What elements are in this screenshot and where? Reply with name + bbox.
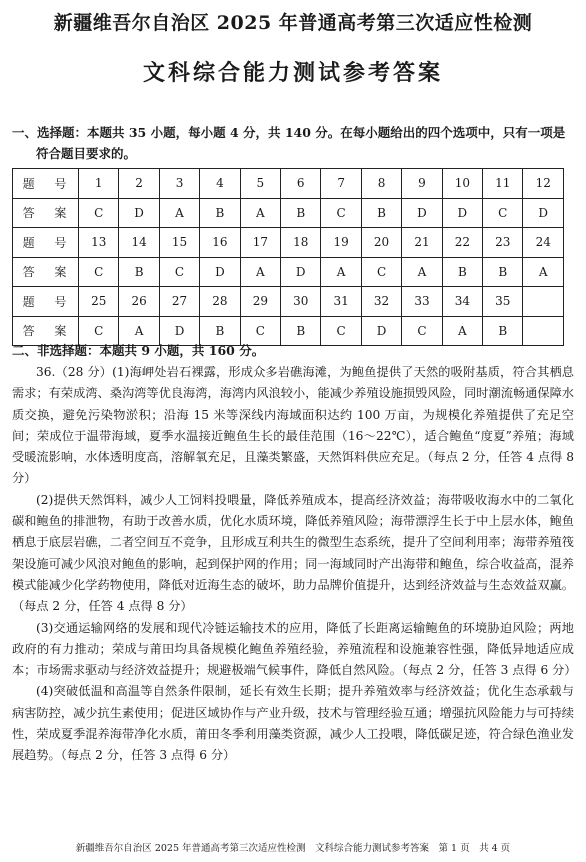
answer-cell: A: [240, 257, 280, 287]
question-number-cell: 27: [159, 287, 199, 317]
answer-cell: B: [281, 198, 321, 228]
answer-cell: B: [483, 257, 523, 287]
answer-paragraph-36-4: (4)突破低温和高温等自然条件限制，延长有效生长期；提升养殖效率与经济效益；优化生态承载与病害防控，减少抗生素使用；促进区域协作与产业升级，技术与管理经验互通；增强抗风险能力与可持续性，荣成夏季混养海带净化水质，莆田冬季利用藻类资源，减少人工投喂，降低碳足迹，符合绿色渔业发展趋势。（每点 2 分，任答 3 点得 6 分）: [12, 684, 574, 763]
question-number-cell: 1: [79, 169, 119, 199]
question-number-cell: 32: [361, 287, 401, 317]
answer-cell: A: [119, 316, 159, 346]
answer-cell: C: [240, 316, 280, 346]
answer-cell: D: [523, 198, 564, 228]
answer-paragraph-36-1: 36.（28 分）(1)海岬处岩石裸露，形成众多岩礁海滩，为鲍鱼提供了天然的吸附基质，符合其栖息需求；有荣成湾、桑沟湾等优良海湾，海湾内风浪较小，能减少养殖设施损毁风险，同时潮流畅通保障水质交换，避免污染物淤积；沿海 15 米等深线内海域面积达约 100 万亩，为规模化养殖提供了充足空间；荣成位于温带海域，夏季水温接近鲍鱼生长的最佳范围（16～22℃），适合鲍鱼“度夏”养殖；海域受暖流影响，水体透明度高，溶解氧充足，且藻类繁盛，天然饵料供应充足。（每点 2 分，任答 4 点得 8 分）: [12, 365, 574, 486]
answer-paragraph-36-2: (2)提供天然饵料，减少人工饲料投喂量，降低养殖成本，提高经济效益；海带吸收海水中的二氧化碳和鲍鱼的排泄物，有助于改善水质，优化水质环境，降低养殖风险；海带漂浮生长于中上层水体，鲍鱼栖息于底层岩礁，二者空间互不竞争，且形成互利共生的微型生态系统，提升了空间利用率；海带养殖筏架设施可减少风浪对鲍鱼的影响，起到保护网的作用；同一海域同时产出海带和鲍鱼，综合收益高，混养模式能减少化学药物使用，降低对近海生态的破坏，助力品牌价值提升，达到经济效益与生态效益双赢。（每点 2 分，任答 4 点得 8 分）: [12, 492, 574, 614]
question-number-cell: 35: [483, 287, 523, 317]
answer-cell: B: [200, 198, 240, 228]
question-number-cell: 23: [483, 228, 523, 258]
question-number-row: [13, 287, 564, 317]
page-footer: 新疆维吾尔自治区 2025 年普通高考第三次适应性检测 文科综合能力测试参考答案 第 1 页 共 4 页: [75, 843, 511, 854]
question-number-cell: 33: [402, 287, 442, 317]
question-number-row: [13, 169, 564, 199]
answer-cell: C: [79, 198, 119, 228]
answer-cell: A: [402, 257, 442, 287]
question-number-cell: 31: [321, 287, 361, 317]
question-number-cell: 24: [523, 228, 564, 258]
answer-table: [12, 168, 564, 346]
answer-row: [13, 257, 564, 287]
question-number-cell: 7: [321, 169, 361, 199]
answer-cell: B: [361, 198, 401, 228]
question-number-row-label: 题 号: [13, 169, 79, 199]
answer-row-label: 答 案: [13, 198, 79, 228]
question-number-row: [13, 228, 564, 258]
question-number-cell: 26: [119, 287, 159, 317]
answer-row: [13, 198, 564, 228]
answer-cell: [523, 316, 564, 346]
question-number-cell: 3: [159, 169, 199, 199]
question-number-cell: 18: [281, 228, 321, 258]
answer-cell: A: [321, 257, 361, 287]
answer-cell: C: [361, 257, 401, 287]
answer-cell: D: [200, 257, 240, 287]
question-number-cell: 30: [281, 287, 321, 317]
question-number-cell: 21: [402, 228, 442, 258]
answer-cell: A: [159, 198, 199, 228]
answer-cell: D: [119, 198, 159, 228]
answer-cell: C: [321, 316, 361, 346]
section1-instructions: [12, 122, 578, 164]
answer-cell: C: [402, 316, 442, 346]
question-number-cell: 5: [240, 169, 280, 199]
question-number-cell: 4: [200, 169, 240, 199]
question-number-cell: 11: [483, 169, 523, 199]
question-number-cell: 29: [240, 287, 280, 317]
answer-cell: A: [523, 257, 564, 287]
answer-row-label: 答 案: [13, 316, 79, 346]
answer-cell: B: [483, 316, 523, 346]
answer-cell: B: [442, 257, 482, 287]
question-number-cell: [523, 287, 564, 317]
question-number-cell: 2: [119, 169, 159, 199]
question-number-cell: 19: [321, 228, 361, 258]
answer-cell: B: [281, 316, 321, 346]
question-number-cell: 28: [200, 287, 240, 317]
section1-line1: 一、选择题：本题共 35 小题，每小题 4 分，共 140 分。在每小题给出的四个选项中，只有一项是: [12, 125, 566, 140]
question-number-cell: 12: [523, 169, 564, 199]
question-number-row-label: 题 号: [13, 287, 79, 317]
question-number-cell: 14: [119, 228, 159, 258]
question-number-cell: 6: [281, 169, 321, 199]
question-number-cell: 22: [442, 228, 482, 258]
answer-paragraph-36-3: (3)交通运输网络的发展和现代冷链运输技术的应用，降低了长距离运输鲍鱼的环境胁迫风险；两地政府的有力推动；荣成与莆田均具备规模化鲍鱼养殖经验，养殖流程和设施兼容性强，降低异地适应成本；市场需求驱动与经济效益提升；规避极端气候事件，降低自然风险。（每点 2 分，任答 3 点得 6 分）: [12, 620, 577, 678]
answer-cell: D: [402, 198, 442, 228]
answer-cell: B: [200, 316, 240, 346]
section2-body: [12, 362, 577, 767]
question-number-cell: 15: [159, 228, 199, 258]
section1-line2: 符合题目要求的。: [36, 146, 137, 161]
question-number-cell: 8: [361, 169, 401, 199]
answer-cell: D: [281, 257, 321, 287]
answer-cell: D: [442, 198, 482, 228]
answer-cell: A: [442, 316, 482, 346]
answer-key-title: 文科综合能力测试参考答案: [142, 60, 443, 86]
question-number-cell: 34: [442, 287, 482, 317]
answer-cell: C: [79, 257, 119, 287]
question-number-cell: 10: [442, 169, 482, 199]
answer-cell: B: [119, 257, 159, 287]
answer-cell: A: [240, 198, 280, 228]
answer-cell: D: [159, 316, 199, 346]
question-number-row-label: 题 号: [13, 228, 79, 258]
answer-row-label: 答 案: [13, 257, 79, 287]
answer-cell: D: [361, 316, 401, 346]
answer-cell: C: [321, 198, 361, 228]
question-number-cell: 25: [79, 287, 119, 317]
question-number-cell: 9: [402, 169, 442, 199]
question-number-cell: 20: [361, 228, 401, 258]
answer-cell: C: [483, 198, 523, 228]
question-number-cell: 13: [79, 228, 119, 258]
question-number-cell: 17: [240, 228, 280, 258]
answer-cell: C: [79, 316, 119, 346]
question-number-cell: 16: [200, 228, 240, 258]
section2-heading: 二、非选择题：本题共 9 小题，共 160 分。: [12, 343, 265, 358]
answer-cell: C: [159, 257, 199, 287]
exam-title: 新疆维吾尔自治区 2025 年普通高考第三次适应性检测: [53, 12, 533, 34]
